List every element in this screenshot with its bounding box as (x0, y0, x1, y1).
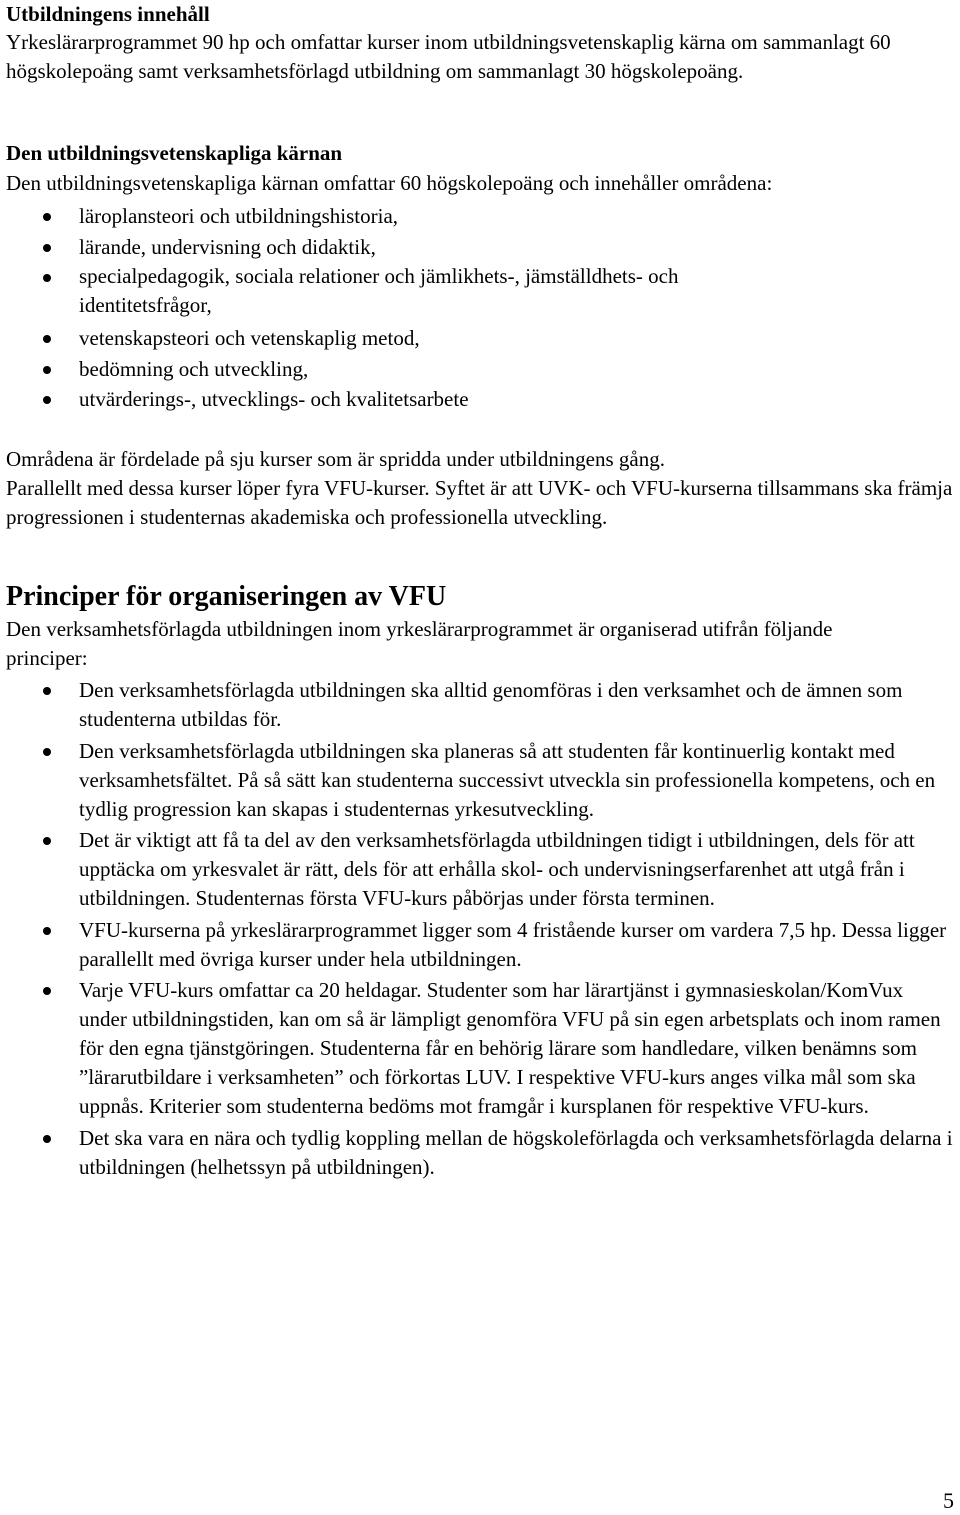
list-item-text: Varje VFU-kurs omfattar ca 20 heldagar. Studenter som har lärartjänst i gymnasieskolan/KomVux under utbildningstiden, kan om så är lämpligt genomföra VFU på sin egen arbetsplats och inom ramen för den egna tjänstgöringen. Studenterna får en behörig lärare som handledare, vilken benämns som ”lärarutbildare i verksamheten” och förkortas LUV. I respektive VFU-kurs anges vilka mål som ska uppnås. Kriterier som studenterna bedöms mot framgår i kursplanen för respektive VFU-kurs. (79, 978, 941, 1118)
bullet-icon (43, 927, 51, 935)
bullet-icon (43, 748, 51, 756)
bullet-icon (43, 366, 51, 374)
bullet-icon (43, 274, 51, 282)
bullet-icon (43, 687, 51, 695)
list-item (6, 201, 706, 232)
list-item-text: lärande, undervisning och didaktik, (79, 234, 376, 259)
bullet-icon (43, 1135, 51, 1143)
section-heading: Den utbildningsvetenskapliga kärnan (6, 141, 343, 165)
list-item-text: Den verksamhetsförlagda utbildningen ska alltid genomföras i den verksamhet och de ämnen som studenterna utbildas för. (79, 678, 903, 731)
list-item (6, 676, 956, 734)
closing-line: Områdena är fördelade på sju kurser som är spridda under utbildningens gång. (6, 447, 665, 471)
section-utbildningens-innehall (6, 0, 956, 86)
bullet-icon (43, 837, 51, 845)
list-item (6, 916, 956, 974)
list-item-text: bedömning och utveckling, (79, 356, 309, 381)
closing-line: Parallellt med dessa kurser löper fyra VFU-kurser. Syftet är att UVK- och VFU-kurserna tillsammans ska främja progressionen i studenternas akademiska och professionella utveckling. (6, 476, 953, 529)
list-item (6, 737, 956, 824)
list-item-text: läroplansteori och utbildningshistoria, (79, 204, 399, 228)
page-title: Principer för organiseringen av VFU (6, 581, 447, 612)
section-heading: Utbildningens innehåll (6, 2, 210, 26)
bullet-list (6, 201, 706, 415)
section-utbildningsvetenskapliga-karnan (6, 139, 956, 415)
list-item-text: specialpedagogik, sociala relationer och jämlikhets-, jämställdhets- och identitetsfrågor, (79, 264, 679, 317)
list-item (6, 354, 706, 385)
list-item-text: Det är viktigt att få ta del av den verksamhetsförlagda utbildningen tidigt i utbildningen, dels för att upptäcka om yrkesvalet är rätt, dels för att erhålla skol- och undervisningserfarenhet att utgå från i utbildningen. Studenternas första VFU-kurs påbörjas under första terminen. (79, 828, 915, 910)
list-item (6, 262, 706, 320)
bullet-icon (43, 396, 51, 404)
bullet-icon (43, 987, 51, 995)
page-number: 5 (943, 1488, 954, 1513)
list-item-text: vetenskapsteori och vetenskaplig metod, (79, 326, 420, 350)
bullet-icon (43, 213, 51, 221)
section-principer-vfu (6, 580, 956, 1184)
intro-paragraph: Den utbildningsvetenskapliga kärnan omfattar 60 högskolepoäng och innehåller områdena: (6, 171, 773, 195)
bullet-icon (43, 335, 51, 343)
list-item (6, 826, 956, 913)
list-item (6, 232, 706, 263)
list-item-text: VFU-kurserna på yrkeslärarprogrammet ligger som 4 fristående kurser om vardera 7,5 hp. Dessa ligger parallellt med övriga kurser under hela utbildningen. (79, 917, 947, 971)
list-item-text: Det ska vara en nära och tydlig koppling mellan de högskoleförlagda och verksamhetsförlagda delarna i utbildningen (helhetssyn på utbildningen). (79, 1125, 953, 1179)
list-item (6, 1124, 956, 1182)
bullet-icon (43, 244, 51, 252)
intro-paragraph: Den verksamhetsförlagda utbildningen inom yrkeslärarprogrammet är organiserad utifrån följande principer: (6, 617, 833, 670)
intro-paragraph: Yrkeslärarprogrammet 90 hp och omfattar kurser inom utbildningsvetenskaplig kärna om sammanlagt 60 högskolepoäng samt verksamhetsförlagd utbildning om sammanlagt 30 högskolepoäng. (6, 30, 891, 83)
list-item (6, 384, 706, 415)
bullet-list (6, 676, 956, 1182)
list-item-text: Den verksamhetsförlagda utbildningen ska planeras så att studenten får kontinuerlig kontakt med verksamhetsfältet. På så sätt kan studenterna successivt utveckla sin professionella kompetens, och en tydlig progression kan skapas i studenternas yrkesutveckling. (79, 738, 936, 821)
list-item-text: utvärderings-, utvecklings- och kvalitetsarbete (79, 387, 469, 411)
closing-paragraph (6, 445, 956, 532)
list-item (6, 323, 706, 354)
list-item (6, 976, 956, 1121)
